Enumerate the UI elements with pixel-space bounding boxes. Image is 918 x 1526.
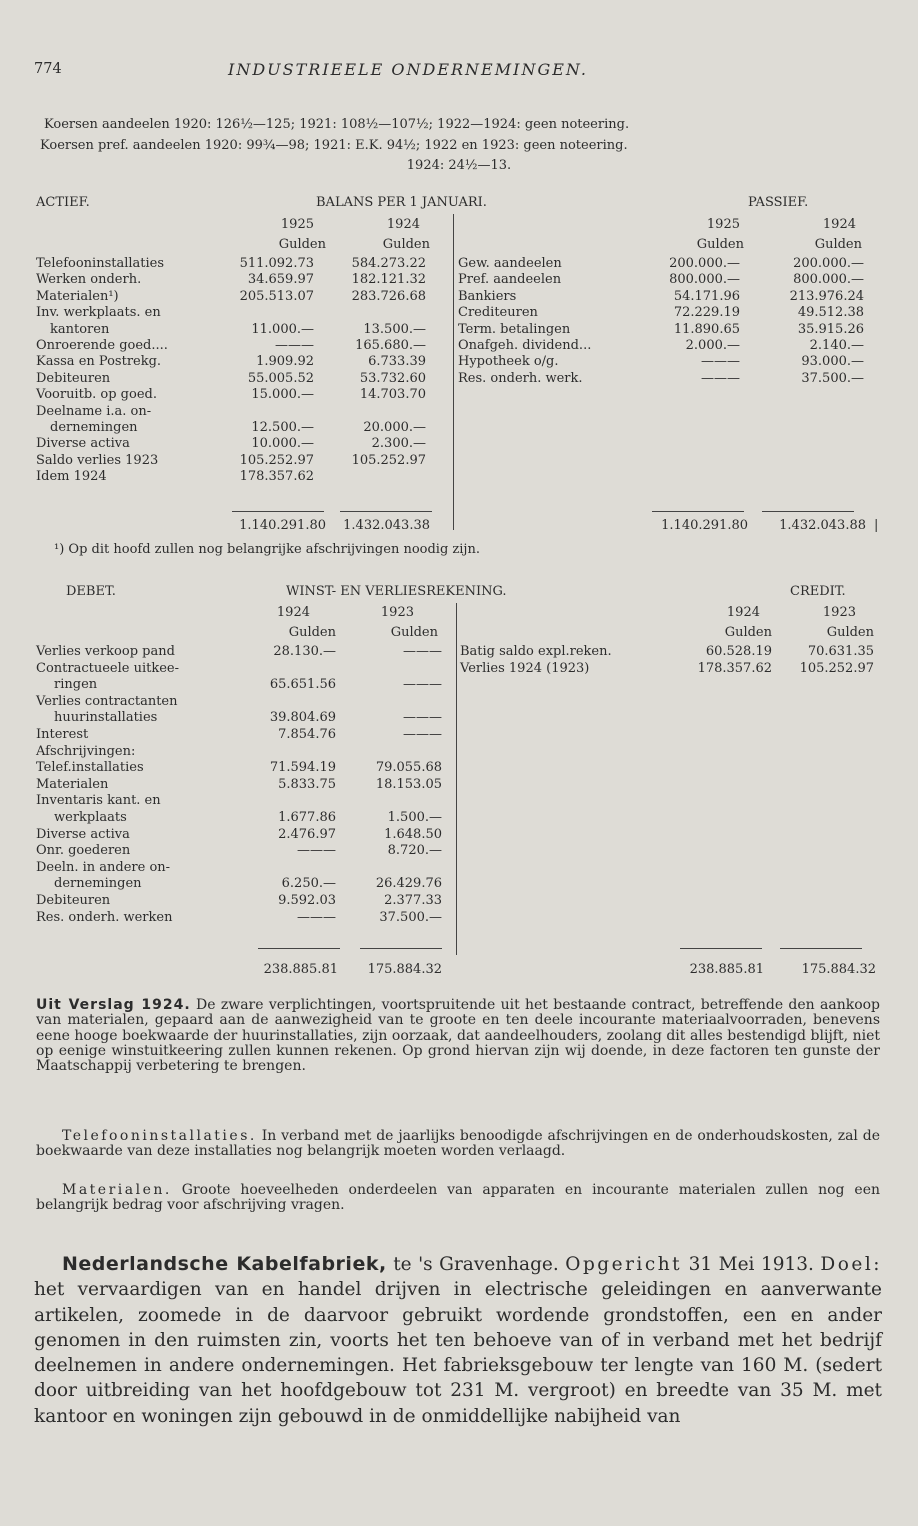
- balance-right-heading: PASSIEF.: [748, 195, 809, 210]
- asset-row-value-b: 584.273.22: [351, 256, 426, 271]
- debit-row-value-b: 79.055.68: [375, 760, 442, 776]
- liability-row-value-a: 800.000.—: [669, 272, 740, 288]
- pl-left-currency-a: Gulden: [288, 625, 336, 640]
- asset-row-label: dernemingen: [50, 420, 138, 435]
- debit-row-value-b: 1.500.—: [387, 810, 442, 825]
- quote-line-2: Koersen pref. aandeelen 1920: 99¾—98; 1921: E.K. 94½; 1922 en 1923: geen noteering.: [40, 138, 628, 153]
- company-entry: [34, 1252, 882, 1429]
- running-head: INDUSTRIEELE ONDERNEMINGEN.: [228, 60, 588, 79]
- quote-line-3: 1924: 24½—13.: [406, 158, 512, 173]
- report-text-3: Groote hoeveelheden onderdeelen van apparaten en incourante materialen zullen nog een belangrijk bedrag voor afschrijving vragen.: [36, 1182, 880, 1214]
- debit-row-label: Afschrijvingen:: [36, 743, 136, 759]
- asset-row-label: Kassa en Postrekg.: [36, 354, 162, 370]
- asset-row-value-a: ———: [275, 338, 314, 353]
- asset-row-value-a: 12.500.—: [251, 420, 314, 435]
- pl-left-heading: DEBET.: [66, 584, 116, 599]
- asset-row-value-b: 14.703.70: [359, 387, 426, 403]
- rule: [680, 948, 762, 949]
- pl-right-year-b: 1923: [822, 605, 856, 620]
- balance-total-right-a: 1.140.291.80: [661, 518, 748, 533]
- balance-divider: [453, 214, 454, 530]
- debit-row-value-b: 2.377.33: [384, 893, 442, 908]
- asset-row-value-b: 13.500.—: [363, 321, 426, 337]
- debit-row-value-b: ———: [403, 644, 442, 659]
- rule: [258, 948, 340, 949]
- rule: [652, 511, 744, 512]
- credit-row-value-b: 70.631.35: [807, 644, 874, 659]
- pl-total-left-a: 238.885.81: [263, 962, 338, 977]
- report-paragraph-3: [36, 1183, 880, 1214]
- debit-row-value-a: 2.476.97: [278, 826, 336, 842]
- report-paragraph-2: [36, 1129, 880, 1160]
- debit-row-value-a: 6.250.—: [281, 876, 336, 892]
- asset-row-value-a: 205.513.07: [239, 288, 314, 304]
- asset-row-value-a: 10.000.—: [251, 436, 314, 452]
- liability-row-label: Bankiers: [458, 288, 517, 304]
- pl-right-heading: CREDIT.: [790, 584, 846, 599]
- pl-right-currency-a: Gulden: [724, 625, 772, 640]
- liability-row-label: Res. onderh. werk.: [458, 370, 583, 386]
- asset-row-value-b: 105.252.97: [351, 452, 426, 468]
- debit-row-value-b: 18.153.05: [375, 776, 442, 792]
- asset-row-value-a: 1.909.92: [256, 354, 314, 370]
- balance-total-right-b: 1.432.043.88: [779, 518, 866, 533]
- debit-row-value-a: 65.651.56: [269, 677, 336, 693]
- pl-total-left-b: 175.884.32: [367, 962, 442, 977]
- credit-row-label: Batig saldo expl.reken.: [460, 644, 612, 659]
- liability-row-value-b: 37.500.—: [801, 370, 864, 386]
- debit-row-label: Diverse activa: [36, 826, 130, 842]
- pl-total-right-b: 175.884.32: [801, 962, 876, 977]
- rule: [360, 948, 442, 949]
- balance-title: BALANS PER 1 JANUARI.: [316, 195, 487, 210]
- debit-row-value-a: 7.854.76: [278, 727, 336, 742]
- company-text-c: het vervaardigen van en handel drijven in electrische geleidingen en aanverwante artikelen, zoomede in de daarvoor gebruikt wordende grondstoffen, een en ander genomen in den ruimsten zin, voorts het ten behoeve van of in verband met het bedrijf deelnemen in andere ondernemingen. Het fabrieksgebouw ter lengte van 160 M. (sedert door uitbreiding van het hoofdgebouw tot 231 M. vergroot) en breedte van 35 M. met kantoor en woningen zijn gebouwd in de onmiddellijke nabijheid van: [34, 1279, 882, 1427]
- report-text-1: De zware verplichtingen, voortspruitende uit het bestaande contract, betreffende den aankoop van materialen, gepaard aan de aanwezigheid van te groote en ten deele incourante materiaalvoorraden, benevens eene hooge boekwaarde der huurinstallaties, zijn oorzaak, dat aandeelhouders, zoolang dit alles bestendigd blijft, niet op eenige winstuitkeering zullen kunnen rekenen. Op grond hiervan zijn wij doende, in deze factoren ten gunste der Maatschappij verbetering te brengen.: [36, 997, 881, 1075]
- asset-row-label: Werken onderh.: [36, 272, 142, 288]
- page-number: 774: [34, 61, 62, 77]
- debit-row-value-a: ———: [297, 843, 336, 859]
- debit-row-value-b: 26.429.76: [375, 876, 442, 892]
- asset-row-value-a: 55.005.52: [247, 370, 314, 386]
- liability-row-label: Hypotheek o/g.: [458, 354, 559, 370]
- asset-row-value-a: 34.659.97: [247, 272, 314, 288]
- debit-row-value-a: 5.833.75: [278, 776, 336, 792]
- quote-line-1: Koersen aandeelen 1920: 126½—125; 1921: 108½—107½; 1922—1924: geen noteering.: [44, 117, 630, 132]
- asset-row-value-a: 11.000.—: [251, 321, 314, 337]
- report-lead-1: Uit Verslag 1924.: [36, 997, 191, 1013]
- report-lead-3: Materialen.: [62, 1182, 172, 1198]
- company-goal-label: Doel:: [820, 1254, 882, 1275]
- balance-left-currency-a: Gulden: [278, 237, 326, 252]
- debit-row-value-b: ———: [403, 727, 442, 742]
- balance-total-left-a: 1.140.291.80: [239, 518, 326, 533]
- balance-right-year-a: 1925: [706, 217, 740, 232]
- asset-row-label: Telefooninstallaties: [36, 256, 165, 271]
- liability-row-value-a: 11.890.65: [673, 321, 740, 337]
- debit-row-label: dernemingen: [54, 876, 142, 892]
- asset-row-value-a: 15.000.—: [251, 387, 314, 403]
- pl-right-year-a: 1924: [726, 605, 760, 620]
- balance-footnote: ¹) Op dit hoofd zullen nog belangrijke afschrijvingen noodig zijn.: [54, 542, 480, 557]
- liability-row-value-b: 800.000.—: [793, 272, 864, 288]
- report-paragraph-1: [36, 998, 880, 1074]
- asset-row-label: Materialen¹): [36, 288, 119, 304]
- debit-row-label: Res. onderh. werken: [36, 909, 173, 925]
- pl-divider: [456, 603, 457, 955]
- asset-row-value-b: 53.732.60: [359, 370, 426, 386]
- balance-right-year-b: 1924: [822, 217, 856, 232]
- liability-row-value-a: 54.171.96: [673, 288, 740, 304]
- asset-row-label: Vooruitb. op goed.: [36, 387, 157, 403]
- debit-row-label: ringen: [54, 677, 98, 693]
- asset-row-label: Idem 1924: [36, 469, 107, 485]
- asset-row-label: kantoren: [50, 321, 110, 337]
- debit-row-label: Verlies contractanten: [36, 693, 178, 709]
- debit-row-label: Inventaris kant. en: [36, 793, 161, 809]
- asset-row-label: Deelname i.a. on-: [36, 403, 152, 419]
- liability-row-value-b: 49.512.38: [797, 305, 864, 321]
- debit-row-value-b: 1.648.50: [384, 826, 442, 842]
- pl-left-currency-b: Gulden: [390, 625, 438, 640]
- balance-left-year-a: 1925: [280, 217, 314, 232]
- liability-row-value-a: 72.229.19: [673, 305, 740, 321]
- company-founded-label: Opgericht: [565, 1254, 683, 1275]
- liability-row-value-a: ———: [701, 370, 740, 386]
- debit-row-label: Materialen: [36, 776, 109, 792]
- liability-row-value-a: 2.000.—: [685, 338, 740, 353]
- balance-left-heading: ACTIEF.: [36, 195, 90, 210]
- debit-row-value-a: 1.677.86: [278, 810, 336, 825]
- balance-total-left-b: 1.432.043.38: [343, 518, 430, 533]
- liability-row-label: Crediteuren: [458, 305, 538, 321]
- company-text-a: te 's Gravenhage.: [393, 1254, 559, 1275]
- asset-row-value-b: 283.726.68: [351, 288, 426, 304]
- pl-title: WINST- EN VERLIESREKENING.: [286, 584, 507, 599]
- liability-row-value-b: 200.000.—: [793, 256, 864, 271]
- asset-row-label: Diverse activa: [36, 436, 130, 452]
- debit-row-label: Verlies verkoop pand: [36, 644, 175, 659]
- credit-row-value-b: 105.252.97: [799, 660, 874, 676]
- rule: [232, 511, 324, 512]
- debit-row-value-a: 71.594.19: [269, 760, 336, 776]
- rule: [780, 948, 862, 949]
- rule: [340, 511, 432, 512]
- debit-row-label: Contractueele uitkee-: [36, 660, 179, 676]
- asset-row-value-b: 2.300.—: [371, 436, 426, 452]
- debit-row-value-a: 39.804.69: [269, 710, 336, 726]
- debit-row-value-b: 37.500.—: [379, 909, 442, 925]
- table-bar: |: [874, 518, 879, 533]
- asset-row-label: Inv. werkplaats. en: [36, 305, 161, 321]
- debit-row-label: Interest: [36, 727, 89, 742]
- debit-row-label: Telef.installaties: [36, 760, 144, 776]
- liability-row-label: Onafgeh. dividend...: [458, 338, 592, 353]
- asset-row-value-a: 178.357.62: [239, 469, 314, 485]
- pl-left-year-b: 1923: [380, 605, 414, 620]
- credit-row-label: Verlies 1924 (1923): [460, 660, 590, 676]
- balance-left-currency-b: Gulden: [382, 237, 430, 252]
- asset-row-value-a: 511.092.73: [239, 256, 314, 271]
- debit-row-label: Debiteuren: [36, 893, 111, 908]
- asset-row-label: Debiteuren: [36, 370, 111, 386]
- credit-row-value-a: 60.528.19: [705, 644, 772, 659]
- debit-row-label: huurinstallaties: [54, 710, 158, 726]
- debit-row-value-a: 9.592.03: [278, 893, 336, 908]
- asset-row-label: Onroerende goed....: [36, 338, 168, 353]
- liability-row-label: Pref. aandeelen: [458, 272, 562, 288]
- asset-row-label: Saldo verlies 1923: [36, 452, 159, 468]
- liability-row-value-b: 213.976.24: [789, 288, 864, 304]
- liability-row-value-b: 93.000.—: [801, 354, 864, 370]
- pl-total-right-a: 238.885.81: [689, 962, 764, 977]
- asset-row-value-b: 20.000.—: [363, 420, 426, 435]
- balance-right-currency-b: Gulden: [814, 237, 862, 252]
- liability-row-value-b: 2.140.—: [809, 338, 864, 353]
- liability-row-value-b: 35.915.26: [797, 321, 864, 337]
- pl-left-year-a: 1924: [276, 605, 310, 620]
- debit-row-value-b: 8.720.—: [387, 843, 442, 859]
- balance-right-currency-a: Gulden: [696, 237, 744, 252]
- credit-row-value-a: 178.357.62: [697, 660, 772, 676]
- liability-row-value-a: 200.000.—: [669, 256, 740, 271]
- asset-row-value-b: 182.121.32: [351, 272, 426, 288]
- debit-row-label: werkplaats: [54, 810, 127, 825]
- debit-row-value-a: 28.130.—: [273, 644, 336, 659]
- debit-row-value-a: ———: [297, 909, 336, 925]
- rule: [762, 511, 854, 512]
- balance-left-year-b: 1924: [386, 217, 420, 232]
- report-lead-2: Telefooninstallaties.: [62, 1128, 257, 1144]
- asset-row-value-b: 165.680.—: [355, 338, 426, 353]
- company-name: Nederlandsche Kabelfabriek,: [62, 1253, 387, 1275]
- liability-row-label: Term. betalingen: [458, 321, 571, 337]
- debit-row-value-b: ———: [403, 710, 442, 726]
- debit-row-label: Deeln. in andere on-: [36, 859, 171, 875]
- asset-row-value-a: 105.252.97: [239, 452, 314, 468]
- debit-row-value-b: ———: [403, 677, 442, 693]
- liability-row-value-a: ———: [701, 354, 740, 370]
- pl-right-currency-b: Gulden: [826, 625, 874, 640]
- report-text-2: In verband met de jaarlijks benoodigde afschrijvingen en de onderhoudskosten, zal de boekwaarde van deze installaties nog belangrijk moeten worden verlaagd.: [36, 1128, 881, 1160]
- asset-row-value-b: 6.733.39: [368, 354, 426, 370]
- liability-row-label: Gew. aandeelen: [458, 256, 562, 271]
- debit-row-label: Onr. goederen: [36, 843, 131, 859]
- company-text-b: 31 Mei 1913.: [688, 1254, 814, 1275]
